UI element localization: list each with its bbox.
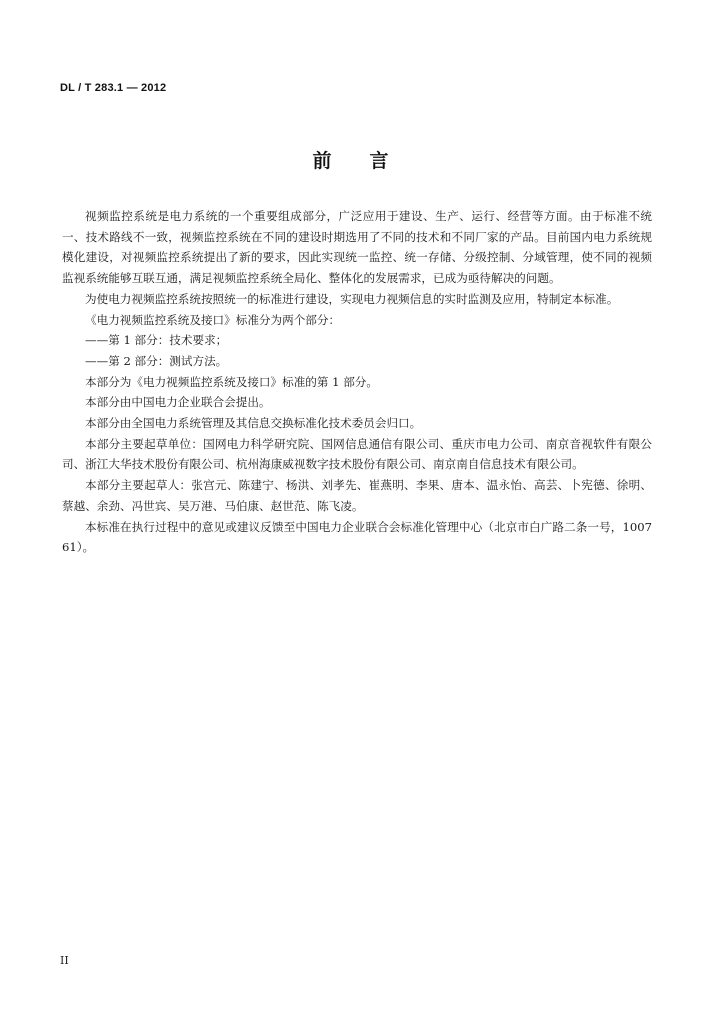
list-item-part-1: ——第 1 部分：技术要求； [85, 333, 228, 348]
foreword-body [62, 206, 652, 558]
paragraph-this-part: 本部分为《电力视频监控系统及接口》标准的第 1 部分。 [85, 374, 378, 389]
document-code: DL / T 283.1 — 2012 [60, 82, 167, 94]
paragraph-purpose: 为使电力视频监控系统按照统一的标准进行建设，实现电力视频信息的实时监测及应用，特制定本标准。 [85, 291, 619, 306]
paragraph-proposer: 本部分由中国电力企业联合会提出。 [85, 395, 271, 410]
page-title: 前言 [312, 150, 427, 172]
paragraph-drafters: 本部分主要起草人：张宫元、陈建宁、杨洪、刘孝先、崔燕明、李果、唐本、温永怡、高芸、卜宪德、徐明、蔡越、余劲、冯世宾、吴万港、马伯康、赵世范、陈飞凌。 [62, 478, 652, 513]
list-item-part-2: ——第 2 部分：测试方法。 [85, 353, 228, 368]
paragraph-structure: 《电力视频监控系统及接口》标准分为两个部分： [85, 312, 341, 327]
paragraph-feedback: 本标准在执行过程中的意见或建议反馈至中国电力企业联合会标准化管理中心（北京市白广路二条一号，100761）。 [62, 519, 652, 555]
paragraph-background: 视频监控系统是电力系统的一个重要组成部分，广泛应用于建设、生产、运行、经营等方面。由于标准不统一、技术路线不一致，视频监控系统在不同的建设时期选用了不同的技术和不同厂家的产品。目前国内电力系统规模化建设，对视频监控系统提出了新的要求，因此实现统一监控、统一存储、分级控制、分域管理，使不同的视频监视系统能够互联互通，满足视频监控系统全局化、整体化的发展需求，已成为亟待解决的问题。 [62, 209, 652, 286]
paragraph-committee: 本部分由全国电力系统管理及其信息交换标准化技术委员会归口。 [85, 416, 422, 431]
paragraph-drafting-units: 本部分主要起草单位：国网电力科学研究院、国网信息通信有限公司、重庆市电力公司、南京音视软件有限公司、浙江大华技术股份有限公司、杭州海康威视数字技术股份有限公司、南京南自信息技术有限公司。 [62, 436, 652, 472]
page-number: II [60, 954, 69, 967]
